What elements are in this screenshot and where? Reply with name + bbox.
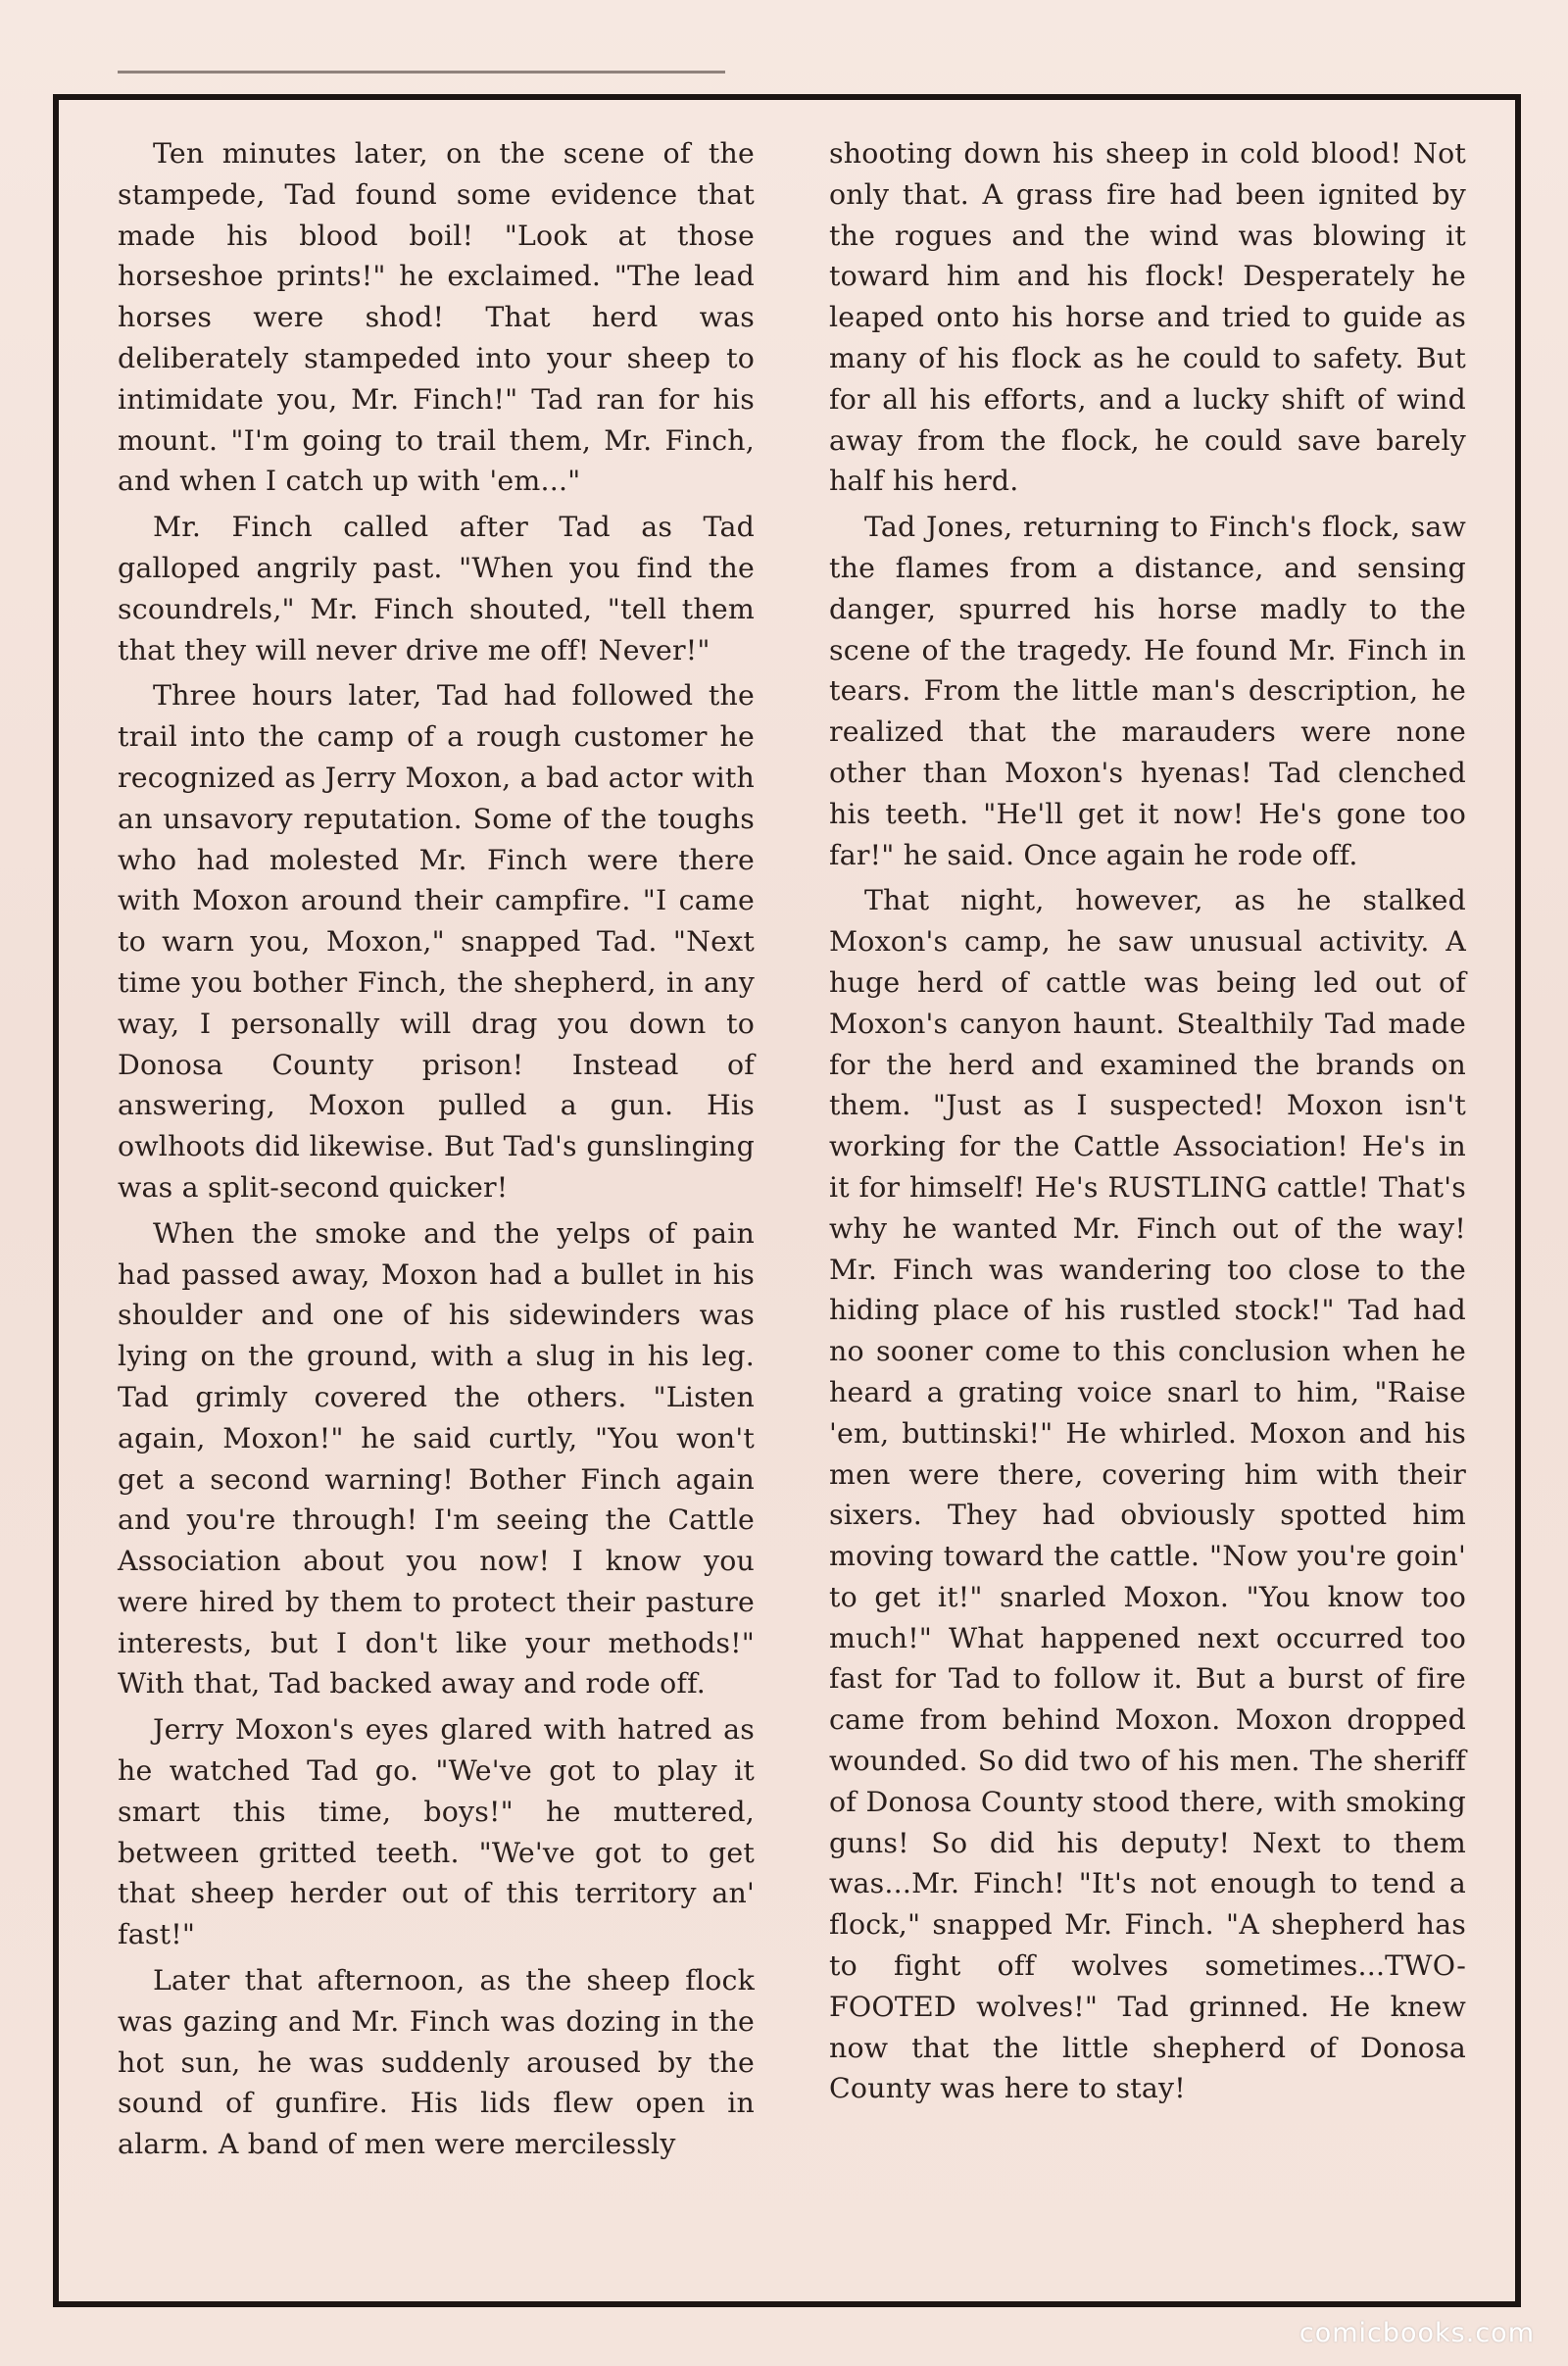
- story-paragraph: Jerry Moxon's eyes glared with hatred as he watched Tad go. "We've got to play it smart this time, boys!" he muttered, between gritted teeth. "We've got to get that sheep herder out of this territory an' fast!": [118, 1713, 755, 1951]
- story-paragraph-continued: shooting down his sheep in cold blood! Not only that. A grass fire had been ignited by the rogues and the wind was blowing it toward him and his flock! Desperately he leaped onto his horse and tried to guide as many of his flock as he could to safety. But for all his efforts, and a lucky shift of wind away from the flock, he could save barely half his herd.: [829, 137, 1466, 498]
- story-paragraph: Tad Jones, returning to Finch's flock, saw the flames from a distance, and sensing danger, spurred his horse madly to the scene of the tragedy. He found Mr. Finch in tears. From the little man's description, he realized that the marauders were none other than Moxon's hyenas! Tad clenched his teeth. "He'll get it now! He's gone too far!" he said. Once again he rode off.: [829, 511, 1466, 871]
- story-column-left: [118, 133, 755, 2170]
- top-decorative-rule: [118, 71, 725, 74]
- story-paragraph: Ten minutes later, on the scene of the stampede, Tad found some evidence that made his blood boil! "Look at those horseshoe prints!" he exclaimed. "The lead horses were shod! That herd was deliberately stampeded into your sheep to intimidate you, Mr. Finch!" Tad ran for his mount. "I'm going to trail them, Mr. Finch, and when I catch up with 'em...": [118, 137, 755, 498]
- story-paragraph: That night, however, as he stalked Moxon's camp, he saw unusual activity. A huge herd of cattle was being led out of Moxon's canyon haunt. Stealthily Tad made for the herd and examined the brands on them. "Just as I suspected! Moxon isn't working for the Cattle Association! He's in it for himself! He's RUSTLING cattle! That's why he wanted Mr. Finch out of the way! Mr. Finch was wandering too close to the hiding place of his rustled stock!" Tad had no sooner come to this conclusion when he heard a grating voice snarl to him, "Raise 'em, buttinski!" He whirled. Moxon and his men were there, covering him with their sixers. They had obviously spotted him moving toward the cattle. "Now you're goin' to get it!" snarled Moxon. "You know too much!" What happened next occurred too fast for Tad to follow it. But a burst of fire came from behind Moxon. Moxon dropped wounded. So did two of his men. The sheriff of Donosa County stood there, with smoking guns! So did his deputy! Next to them was...Mr. Finch! "It's not enough to tend a flock," snapped Mr. Finch. "A shepherd has to fight off wolves sometimes...TWO-FOOTED wolves!" Tad grinned. He knew now that the little shepherd of Donosa County was here to stay!: [829, 884, 1466, 2105]
- site-watermark: comicbooks.com: [1298, 2318, 1535, 2348]
- story-paragraph: When the smoke and the yelps of pain had passed away, Moxon had a bullet in his shoulder and one of his sidewinders was lying on the ground, with a slug in his leg. Tad grimly covered the others. "Listen again, Moxon!" he said curtly, "You won't get a second warning! Bother Finch again and you're through! I'm seeing the Cattle Association about you now! I know you were hired by them to protect their pasture interests, but I don't like your methods!" With that, Tad backed away and rode off.: [118, 1216, 755, 1701]
- story-paragraph: Later that afternoon, as the sheep flock was gazing and Mr. Finch was dozing in the hot sun, he was suddenly aroused by the sound of gunfire. His lids flew open in alarm. A band of men were mercilessly: [118, 1964, 755, 2161]
- story-paragraph: Mr. Finch called after Tad as Tad galloped angrily past. "When you find the scoundrels," Mr. Finch shouted, "tell them that they will never drive me off! Never!": [118, 511, 755, 666]
- story-column-right: [829, 133, 1466, 2114]
- story-paragraph: Three hours later, Tad had followed the trail into the camp of a rough customer he recognized as Jerry Moxon, a bad actor with an unsavory reputation. Some of the toughs who had molested Mr. Finch were there with Moxon around their campfire. "I came to warn you, Moxon," snapped Tad. "Next time you bother Finch, the shepherd, in any way, I personally will drag you down to Donosa County prison! Instead of answering, Moxon pulled a gun. His owlhoots did likewise. But Tad's gunslinging was a split-second quicker!: [118, 679, 755, 1204]
